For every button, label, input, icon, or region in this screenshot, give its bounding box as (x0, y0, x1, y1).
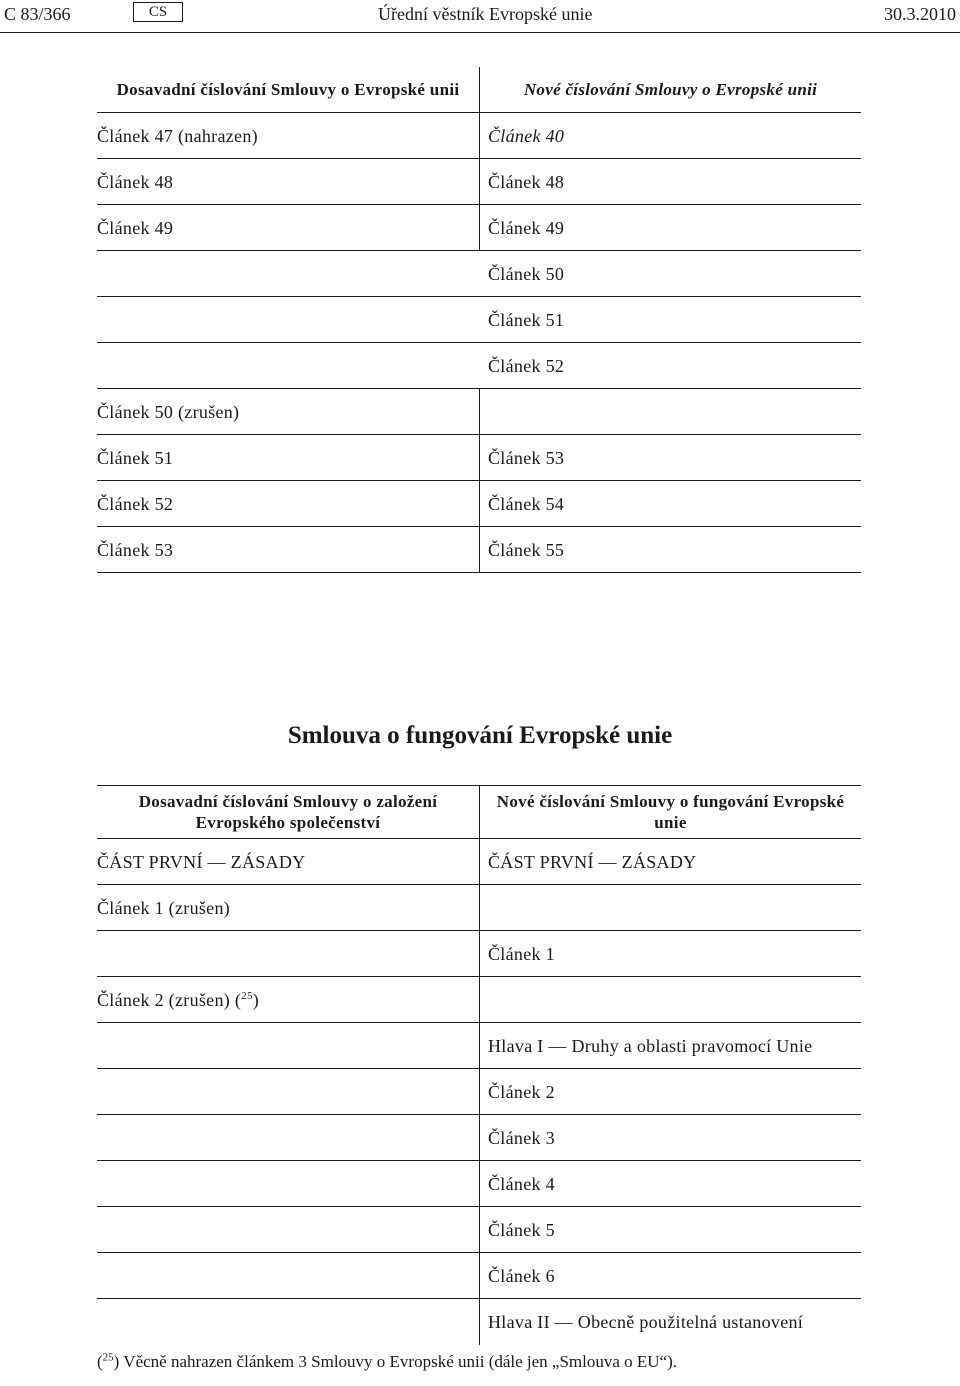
journal-title: Úřední věstník Evropské unie (378, 4, 593, 24)
table-row (97, 1069, 861, 1115)
table-row (97, 389, 861, 435)
cell-new: Článek 48 (488, 171, 565, 192)
cell-new: Článek 6 (488, 1266, 555, 1286)
column-header-new: Nové číslování Smlouvy o Evropské unii (523, 79, 818, 99)
page-reference: C 83/366 (4, 4, 71, 24)
column-header-old: Dosavadní číslování Smlouvy o založení Evropského společenství (97, 786, 480, 838)
cell-old (97, 1207, 480, 1252)
table-row (97, 435, 861, 481)
cell-new: Článek 40 (488, 125, 565, 146)
table-header-row (97, 785, 861, 839)
cell-new: Hlava II — Obecně použitelná ustanovení (488, 1312, 804, 1332)
cell-new: Článek 4 (488, 1174, 555, 1194)
cell-old-text: Článek 2 (zrušen) ( (97, 990, 242, 1010)
table-row (97, 251, 861, 297)
table-row (97, 1023, 861, 1069)
cell-new: Článek 54 (488, 493, 565, 514)
table-tfeu (97, 785, 861, 1345)
cell-new: Článek 5 (488, 1220, 555, 1240)
cell-old: Článek 50 (zrušen) (97, 389, 480, 435)
cell-new: Článek 51 (488, 309, 565, 330)
cell-old: Článek 53 (97, 527, 480, 573)
table-eu-treaty (97, 67, 861, 573)
table-row (97, 343, 861, 389)
section-title: Smlouva o fungování Evropské unie (287, 722, 673, 749)
cell-old (97, 1069, 480, 1114)
table-row (97, 159, 861, 205)
footnote (97, 1352, 677, 1372)
cell-old: Článek 51 (97, 435, 480, 481)
column-header-new: Nové číslování Smlouvy o fungování Evropské unie (496, 792, 845, 832)
footnote-marker: 25 (102, 1351, 114, 1364)
cell-new: ČÁST PRVNÍ — ZÁSADY (488, 852, 697, 872)
table-row (97, 1299, 861, 1345)
table-row (97, 297, 861, 343)
table-row (97, 1115, 861, 1161)
cell-old: Článek 49 (97, 205, 480, 251)
table-row (97, 1253, 861, 1299)
footnote-text: Věcně nahrazen článkem 3 Smlouvy o Evropské unii (dále jen „Smlouva o EU“). (123, 1352, 678, 1371)
cell-old (97, 1253, 480, 1298)
cell-new: Hlava I — Druhy a oblasti pravomocí Unie (488, 1036, 813, 1056)
cell-old: Článek 47 (nahrazen) (97, 113, 480, 159)
table-row (97, 885, 861, 931)
cell-old (97, 977, 480, 1022)
cell-old (97, 1299, 480, 1345)
footnote-open: ( (97, 1352, 103, 1371)
table-row (97, 205, 861, 251)
table-row (97, 1161, 861, 1207)
cell-new: Článek 50 (488, 263, 565, 284)
cell-old (97, 931, 480, 976)
cell-new: Článek 55 (488, 539, 565, 560)
cell-new: Článek 52 (488, 355, 565, 376)
cell-old-text-end: ) (252, 990, 260, 1010)
table-row (97, 931, 861, 977)
cell-new (480, 885, 861, 930)
cell-new: Článek 2 (488, 1082, 555, 1102)
page-header (0, 0, 960, 30)
header-divider (0, 32, 960, 33)
column-header-old: Dosavadní číslování Smlouvy o Evropské unii (97, 67, 480, 112)
cell-new: Článek 49 (488, 217, 565, 238)
cell-old (97, 1161, 480, 1206)
cell-new (480, 977, 861, 1022)
table-row (97, 481, 861, 527)
cell-new: Článek 1 (488, 944, 555, 964)
cell-old (97, 1023, 480, 1068)
cell-old: Článek 1 (zrušen) (97, 885, 480, 930)
table-row (97, 839, 861, 885)
table-header-row (97, 67, 861, 113)
table-row (97, 1207, 861, 1253)
table-row (97, 113, 861, 159)
table-row (97, 527, 861, 573)
language-badge: CS (133, 2, 183, 22)
cell-old (97, 1115, 480, 1160)
table-row (97, 977, 861, 1023)
footnote-close: ) (113, 1352, 120, 1371)
cell-old: Článek 48 (97, 159, 480, 205)
cell-new: Článek 3 (488, 1128, 555, 1148)
footnote-reference[interactable]: 25 (241, 990, 253, 1002)
cell-old: Článek 52 (97, 481, 480, 527)
cell-new: Článek 53 (488, 447, 565, 468)
cell-old: ČÁST PRVNÍ — ZÁSADY (97, 839, 480, 884)
publication-date: 30.3.2010 (884, 4, 956, 24)
